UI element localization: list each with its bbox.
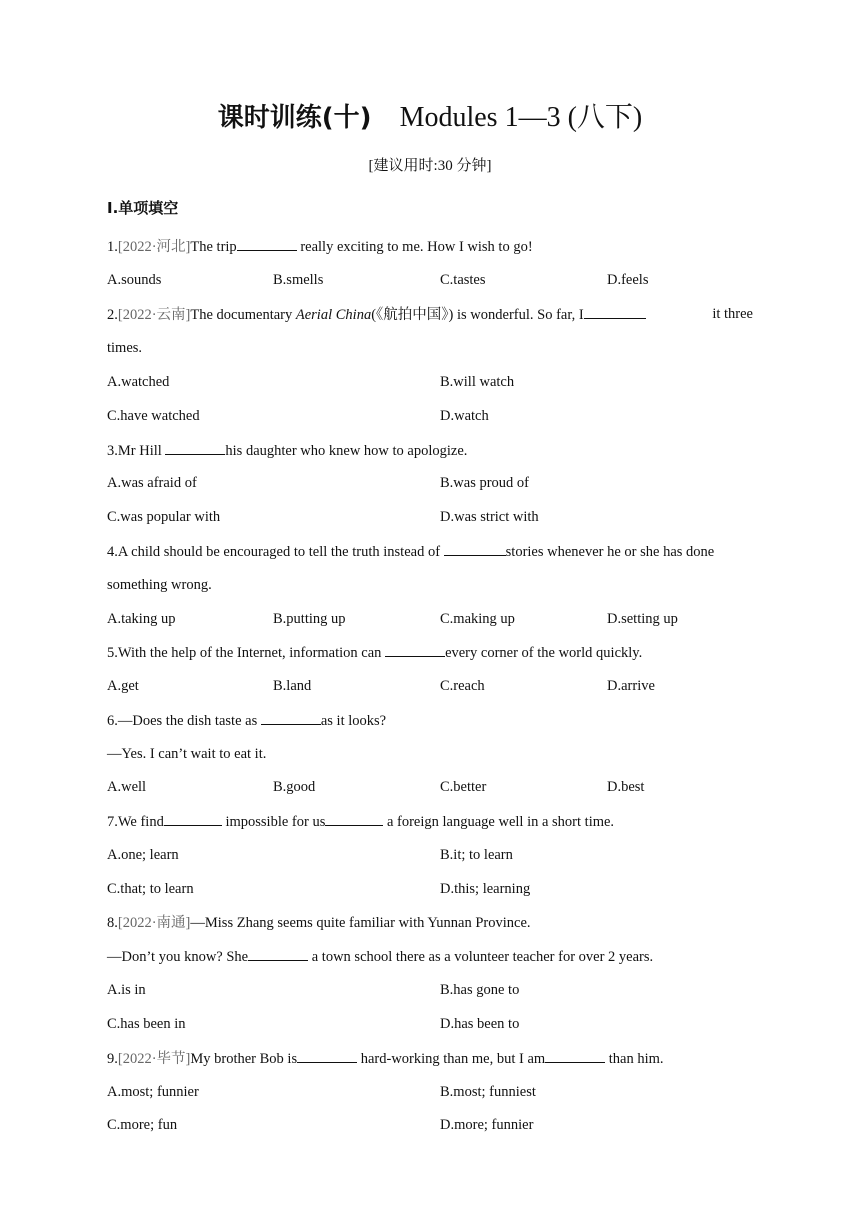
question-text: as it looks? [320,713,387,729]
title-chinese: 课时训练(十) [217,103,372,133]
answer-blank[interactable] [385,642,445,657]
answer-blank[interactable] [584,304,646,319]
option-b[interactable]: B.land [273,678,312,694]
section-heading: Ⅰ.单项填空 [107,199,179,217]
question-text: 5.With the help of the Internet, information can [107,645,386,661]
question-6 [107,710,753,731]
question-text: 4.A child should be encouraged to tell the truth instead of [107,544,444,560]
question-text: The documentary [190,307,296,323]
question-source: [2022·河北] [117,239,191,255]
question-text: The trip [190,239,237,255]
option-c[interactable]: C.making up [440,611,515,627]
option-b[interactable]: B.smells [273,272,324,288]
option-a[interactable]: A.well [107,779,147,795]
documentary-title: Aerial China [295,307,372,323]
option-d[interactable]: D.more; funnier [440,1117,534,1133]
option-a[interactable]: A.watched [107,374,170,390]
answer-blank[interactable] [297,1048,357,1063]
option-d[interactable]: D.was strict with [440,509,539,525]
question-text: every corner of the world quickly. [445,645,643,661]
question-text: 7.We find [107,814,164,830]
question-text: impossible for us [221,814,326,830]
option-b[interactable]: B.putting up [273,611,346,627]
question-2-continued: times. [107,340,143,356]
question-text: a town school there as a volunteer teacher for over 2 years. [308,949,654,965]
option-c[interactable]: C.more; fun [107,1117,178,1133]
option-a[interactable]: A.most; funnier [107,1084,199,1100]
option-c[interactable]: C.have watched [107,408,200,424]
question-8 [107,913,753,933]
answer-blank[interactable] [545,1048,605,1063]
option-b[interactable]: B.will watch [440,374,515,390]
option-a[interactable]: A.get [107,678,139,694]
question-4 [107,541,753,562]
question-number: 1. [107,239,118,255]
answer-blank[interactable] [444,541,506,556]
option-d[interactable]: D.watch [440,408,489,424]
question-4-continued: something wrong. [107,577,212,593]
question-number: 8. [107,915,118,931]
answer-blank[interactable] [261,710,321,725]
question-number: 2. [107,307,118,323]
question-text: (《航拍中国》) is wonderful. So far, I [371,307,584,323]
option-b[interactable]: B.has gone to [440,982,520,998]
question-9 [107,1048,753,1069]
question-text: —Miss Zhang seems quite familiar with Yunnan Province. [190,915,531,931]
option-d[interactable]: D.has been to [440,1016,520,1032]
question-text: hard-working than me, but I am [357,1051,546,1067]
option-c[interactable]: C.better [440,779,487,795]
option-c[interactable]: C.reach [440,678,485,694]
option-b[interactable]: B.was proud of [440,475,530,491]
option-b[interactable]: B.good [273,779,316,795]
option-b[interactable]: B.most; funniest [440,1084,536,1100]
option-d[interactable]: D.this; learning [440,881,531,897]
question-text: —Don’t you know? She [107,949,249,965]
question-text: My brother Bob is [190,1051,298,1067]
option-a[interactable]: A.taking up [107,611,176,627]
question-text: stories whenever he or she has done [505,544,715,560]
question-number: 9. [107,1051,118,1067]
option-d[interactable]: D.feels [607,272,649,288]
question-text: than him. [605,1051,664,1067]
option-d[interactable]: D.arrive [607,678,655,694]
question-source: [2022·毕节] [117,1051,191,1067]
option-a[interactable]: A.one; learn [107,847,179,863]
option-d[interactable]: D.setting up [607,611,678,627]
option-a[interactable]: A.is in [107,982,146,998]
answer-blank[interactable] [237,236,297,251]
answer-blank[interactable] [248,946,308,961]
option-a[interactable]: A.was afraid of [107,475,197,491]
question-source: [2022·云南] [117,307,191,323]
question-3 [107,440,753,461]
suggested-time: [建议用时:30 分钟] [368,158,492,174]
question-1 [107,236,753,257]
question-text: his daughter who knew how to apologize. [225,443,468,459]
question-6-reply: —Yes. I can’t wait to eat it. [107,746,267,762]
question-text: a foreign language well in a short time. [383,814,615,830]
page-title [0,98,860,138]
question-text: really exciting to me. How I wish to go! [296,239,533,255]
question-7 [107,811,753,832]
question-8-reply [107,946,753,967]
question-source: [2022·南通] [117,915,191,931]
question-text-line [107,304,646,325]
question-text: 6.—Does the dish taste as [107,713,261,729]
question-text: 3.Mr Hill [107,443,166,459]
option-c[interactable]: C.was popular with [107,509,221,525]
option-c[interactable]: C.tastes [440,272,486,288]
option-b[interactable]: B.it; to learn [440,847,513,863]
title-english: Modules 1—3 (八下) [399,102,643,133]
question-2 [107,304,753,325]
question-5 [107,642,753,663]
option-c[interactable]: C.has been in [107,1016,186,1032]
question-text: it three [712,306,753,322]
answer-blank[interactable] [165,440,225,455]
option-d[interactable]: D.best [607,779,645,795]
option-a[interactable]: A.sounds [107,272,162,288]
answer-blank[interactable] [164,811,222,826]
answer-blank[interactable] [325,811,383,826]
option-c[interactable]: C.that; to learn [107,881,194,897]
